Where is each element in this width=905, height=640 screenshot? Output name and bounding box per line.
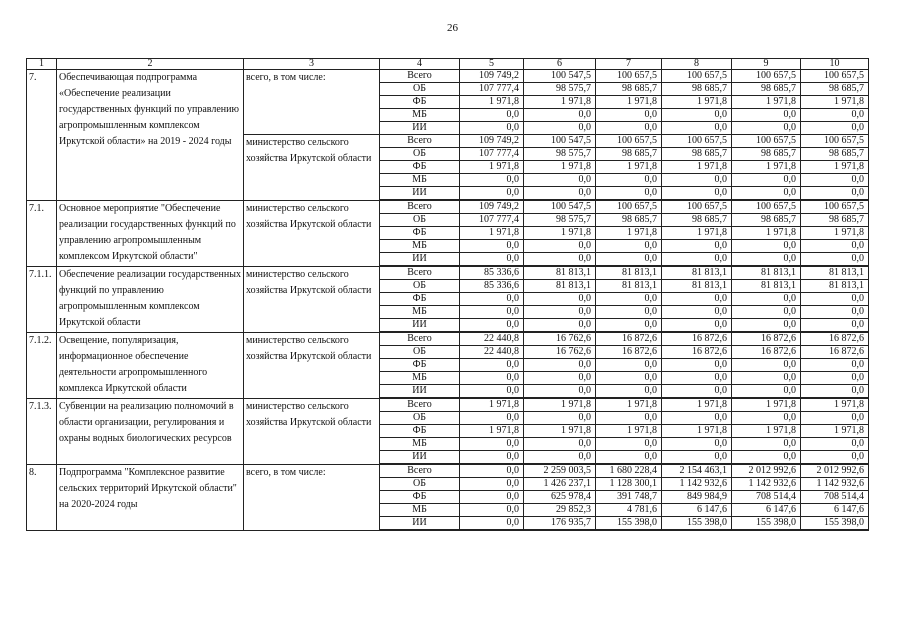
- value-cell: 0,0: [596, 372, 662, 385]
- value-cell: 1 971,8: [596, 161, 662, 174]
- funding-source-cell: ОБ: [380, 478, 460, 491]
- value-cell: 0,0: [460, 517, 524, 531]
- funding-source-cell: ОБ: [380, 280, 460, 293]
- value-cell: 1 142 932,6: [662, 478, 732, 491]
- value-cell: 625 978,4: [524, 491, 596, 504]
- item-name: Субвенции на реализацию полномочий в области организации, регулирования и охраны водных биологических ресурсов: [57, 398, 244, 464]
- funding-source-cell: МБ: [380, 240, 460, 253]
- budget-table: [26, 58, 869, 531]
- value-cell: 0,0: [524, 451, 596, 465]
- value-cell: 0,0: [732, 385, 801, 399]
- value-cell: 0,0: [596, 253, 662, 267]
- value-cell: 1 971,8: [524, 161, 596, 174]
- value-cell: 1 971,8: [801, 398, 869, 412]
- value-cell: 1 971,8: [662, 398, 732, 412]
- value-cell: 0,0: [801, 109, 869, 122]
- value-cell: 0,0: [801, 438, 869, 451]
- funding-source-cell: Всего: [380, 398, 460, 412]
- value-cell: 1 971,8: [732, 398, 801, 412]
- value-cell: 0,0: [596, 109, 662, 122]
- value-cell: 0,0: [596, 359, 662, 372]
- column-header: 4: [380, 59, 460, 70]
- value-cell: 81 813,1: [524, 280, 596, 293]
- table-row: [27, 398, 869, 412]
- header-row: [27, 59, 869, 70]
- funding-source-cell: ОБ: [380, 148, 460, 161]
- value-cell: 16 872,6: [662, 346, 732, 359]
- funding-source-cell: Всего: [380, 464, 460, 478]
- value-cell: 2 012 992,6: [732, 464, 801, 478]
- value-cell: 0,0: [460, 359, 524, 372]
- value-cell: 98 685,7: [662, 214, 732, 227]
- value-cell: 6 147,6: [732, 504, 801, 517]
- value-cell: 1 971,8: [460, 96, 524, 109]
- funding-source-cell: Всего: [380, 332, 460, 346]
- funding-source-cell: ИИ: [380, 385, 460, 399]
- item-index: 7.1.1.: [27, 266, 57, 332]
- table-row: [27, 70, 869, 83]
- value-cell: 81 813,1: [732, 266, 801, 280]
- funding-source-cell: ФБ: [380, 293, 460, 306]
- value-cell: 81 813,1: [596, 280, 662, 293]
- value-cell: 1 971,8: [596, 398, 662, 412]
- value-cell: 0,0: [732, 372, 801, 385]
- value-cell: 849 984,9: [662, 491, 732, 504]
- value-cell: 1 971,8: [801, 96, 869, 109]
- value-cell: 0,0: [662, 451, 732, 465]
- value-cell: 2 012 992,6: [801, 464, 869, 478]
- value-cell: 0,0: [801, 306, 869, 319]
- value-cell: 0,0: [801, 253, 869, 267]
- value-cell: 0,0: [460, 412, 524, 425]
- funding-source-cell: Всего: [380, 266, 460, 280]
- value-cell: 0,0: [732, 174, 801, 187]
- value-cell: 1 971,8: [460, 161, 524, 174]
- item-name: Основное мероприятие "Обеспечение реализации государственных функций по управлению агропромышленным комплексом Иркутской области": [57, 200, 244, 266]
- value-cell: 0,0: [460, 174, 524, 187]
- funding-source-cell: МБ: [380, 306, 460, 319]
- funding-source-cell: ИИ: [380, 451, 460, 465]
- value-cell: 107 777,4: [460, 214, 524, 227]
- value-cell: 0,0: [801, 174, 869, 187]
- value-cell: 0,0: [596, 293, 662, 306]
- table-row: [27, 200, 869, 214]
- value-cell: 0,0: [662, 253, 732, 267]
- table-row: [27, 332, 869, 346]
- value-cell: 1 971,8: [662, 227, 732, 240]
- value-cell: 0,0: [460, 306, 524, 319]
- table-row: [27, 464, 869, 478]
- funding-source-cell: ФБ: [380, 491, 460, 504]
- value-cell: 85 336,6: [460, 280, 524, 293]
- column-header: 1: [27, 59, 57, 70]
- value-cell: 98 685,7: [732, 83, 801, 96]
- value-cell: 0,0: [460, 240, 524, 253]
- value-cell: 100 657,5: [732, 70, 801, 83]
- value-cell: 0,0: [596, 187, 662, 201]
- funding-source-cell: ИИ: [380, 319, 460, 333]
- value-cell: 176 935,7: [524, 517, 596, 531]
- value-cell: 0,0: [596, 174, 662, 187]
- column-header: 10: [801, 59, 869, 70]
- value-cell: 81 813,1: [801, 280, 869, 293]
- value-cell: 1 142 932,6: [801, 478, 869, 491]
- value-cell: 109 749,2: [460, 200, 524, 214]
- value-cell: 16 872,6: [732, 332, 801, 346]
- value-cell: 98 685,7: [801, 148, 869, 161]
- item-index: 8.: [27, 464, 57, 530]
- value-cell: 1 971,8: [732, 425, 801, 438]
- value-cell: 155 398,0: [801, 517, 869, 531]
- column-header: 5: [460, 59, 524, 70]
- value-cell: 708 514,4: [732, 491, 801, 504]
- value-cell: 1 971,8: [662, 425, 732, 438]
- value-cell: 1 971,8: [801, 227, 869, 240]
- funding-source-cell: ФБ: [380, 227, 460, 240]
- value-cell: 98 685,7: [801, 214, 869, 227]
- value-cell: 2 259 003,5: [524, 464, 596, 478]
- value-cell: 6 147,6: [662, 504, 732, 517]
- value-cell: 0,0: [732, 451, 801, 465]
- funding-source-cell: МБ: [380, 109, 460, 122]
- funding-source-cell: Всего: [380, 70, 460, 83]
- value-cell: 81 813,1: [662, 280, 732, 293]
- value-cell: 0,0: [732, 253, 801, 267]
- value-cell: 16 762,6: [524, 346, 596, 359]
- funding-source-cell: Всего: [380, 135, 460, 148]
- value-cell: 100 547,5: [524, 135, 596, 148]
- value-cell: 81 813,1: [732, 280, 801, 293]
- value-cell: 0,0: [524, 122, 596, 135]
- value-cell: 1 971,8: [662, 161, 732, 174]
- value-cell: 0,0: [662, 187, 732, 201]
- value-cell: 1 971,8: [801, 161, 869, 174]
- value-cell: 0,0: [662, 372, 732, 385]
- value-cell: 22 440,8: [460, 332, 524, 346]
- executor-cell: министерство сельского хозяйства Иркутской области: [244, 200, 380, 266]
- value-cell: 1 971,8: [596, 425, 662, 438]
- value-cell: 1 426 237,1: [524, 478, 596, 491]
- value-cell: 1 128 300,1: [596, 478, 662, 491]
- value-cell: 1 971,8: [524, 227, 596, 240]
- value-cell: 0,0: [801, 319, 869, 333]
- value-cell: 16 872,6: [732, 346, 801, 359]
- column-header: 7: [596, 59, 662, 70]
- item-name: Подпрограмма "Комплексное развитие сельских территорий Иркутской области" на 2020-2024 годы: [57, 464, 244, 530]
- item-name: Обеспечивающая подпрограмма «Обеспечение реализации государственных функций по управлению агропромышленным комплексом Иркутской области» на 2019 - 2024 годы: [57, 70, 244, 201]
- funding-source-cell: МБ: [380, 174, 460, 187]
- value-cell: 1 971,8: [732, 227, 801, 240]
- value-cell: 98 685,7: [596, 214, 662, 227]
- funding-source-cell: ИИ: [380, 122, 460, 135]
- value-cell: 1 971,8: [524, 96, 596, 109]
- item-name: Обеспечение реализации государственных функций по управлению агропромышленным комплексом Иркутской области: [57, 266, 244, 332]
- value-cell: 81 813,1: [524, 266, 596, 280]
- value-cell: 100 657,5: [596, 135, 662, 148]
- value-cell: 0,0: [732, 306, 801, 319]
- value-cell: 98 685,7: [596, 83, 662, 96]
- value-cell: 100 657,5: [732, 200, 801, 214]
- value-cell: 0,0: [460, 491, 524, 504]
- value-cell: 0,0: [524, 240, 596, 253]
- value-cell: 98 575,7: [524, 148, 596, 161]
- value-cell: 100 547,5: [524, 70, 596, 83]
- value-cell: 1 971,8: [524, 425, 596, 438]
- funding-source-cell: ИИ: [380, 253, 460, 267]
- value-cell: 0,0: [524, 359, 596, 372]
- funding-source-cell: ОБ: [380, 214, 460, 227]
- column-header: 3: [244, 59, 380, 70]
- value-cell: 0,0: [732, 319, 801, 333]
- value-cell: 1 971,8: [662, 96, 732, 109]
- value-cell: 16 872,6: [596, 332, 662, 346]
- value-cell: 22 440,8: [460, 346, 524, 359]
- value-cell: 1 142 932,6: [732, 478, 801, 491]
- executor-cell: министерство сельского хозяйства Иркутской области: [244, 266, 380, 332]
- value-cell: 85 336,6: [460, 266, 524, 280]
- executor-cell: министерство сельского хозяйства Иркутской области: [244, 332, 380, 398]
- funding-source-cell: ОБ: [380, 346, 460, 359]
- value-cell: 1 971,8: [596, 96, 662, 109]
- value-cell: 0,0: [801, 412, 869, 425]
- executor-cell: министерство сельского хозяйства Иркутской области: [244, 398, 380, 464]
- item-index: 7.1.2.: [27, 332, 57, 398]
- value-cell: 1 971,8: [801, 425, 869, 438]
- value-cell: 81 813,1: [662, 266, 732, 280]
- value-cell: 16 872,6: [801, 346, 869, 359]
- value-cell: 0,0: [460, 464, 524, 478]
- value-cell: 0,0: [460, 319, 524, 333]
- funding-source-cell: ОБ: [380, 412, 460, 425]
- value-cell: 98 575,7: [524, 214, 596, 227]
- value-cell: 0,0: [524, 319, 596, 333]
- funding-source-cell: ИИ: [380, 517, 460, 531]
- value-cell: 109 749,2: [460, 70, 524, 83]
- value-cell: 0,0: [662, 385, 732, 399]
- value-cell: 1 971,8: [460, 425, 524, 438]
- funding-source-cell: ФБ: [380, 96, 460, 109]
- value-cell: 0,0: [662, 306, 732, 319]
- value-cell: 0,0: [732, 359, 801, 372]
- value-cell: 0,0: [460, 109, 524, 122]
- funding-source-cell: МБ: [380, 438, 460, 451]
- value-cell: 0,0: [801, 385, 869, 399]
- value-cell: 0,0: [662, 240, 732, 253]
- value-cell: 0,0: [732, 412, 801, 425]
- value-cell: 0,0: [596, 306, 662, 319]
- value-cell: 0,0: [801, 240, 869, 253]
- value-cell: 0,0: [596, 438, 662, 451]
- value-cell: 0,0: [460, 253, 524, 267]
- value-cell: 100 657,5: [801, 70, 869, 83]
- value-cell: 0,0: [732, 240, 801, 253]
- value-cell: 0,0: [662, 438, 732, 451]
- value-cell: 0,0: [524, 412, 596, 425]
- value-cell: 0,0: [662, 174, 732, 187]
- value-cell: 708 514,4: [801, 491, 869, 504]
- value-cell: 2 154 463,1: [662, 464, 732, 478]
- value-cell: 109 749,2: [460, 135, 524, 148]
- value-cell: 391 748,7: [596, 491, 662, 504]
- value-cell: 107 777,4: [460, 148, 524, 161]
- value-cell: 98 685,7: [801, 83, 869, 96]
- value-cell: 155 398,0: [662, 517, 732, 531]
- value-cell: 0,0: [732, 122, 801, 135]
- value-cell: 6 147,6: [801, 504, 869, 517]
- value-cell: 0,0: [460, 187, 524, 201]
- value-cell: 0,0: [524, 372, 596, 385]
- funding-source-cell: ОБ: [380, 83, 460, 96]
- value-cell: 0,0: [460, 372, 524, 385]
- value-cell: 0,0: [596, 385, 662, 399]
- value-cell: 0,0: [524, 293, 596, 306]
- value-cell: 100 657,5: [732, 135, 801, 148]
- column-header: 9: [732, 59, 801, 70]
- value-cell: 0,0: [801, 359, 869, 372]
- value-cell: 1 971,8: [460, 398, 524, 412]
- value-cell: 16 872,6: [662, 332, 732, 346]
- value-cell: 0,0: [596, 240, 662, 253]
- value-cell: 100 657,5: [662, 200, 732, 214]
- funding-source-cell: МБ: [380, 504, 460, 517]
- value-cell: 1 971,8: [732, 96, 801, 109]
- value-cell: 0,0: [596, 412, 662, 425]
- value-cell: 0,0: [596, 122, 662, 135]
- value-cell: 155 398,0: [732, 517, 801, 531]
- value-cell: 0,0: [662, 109, 732, 122]
- value-cell: 16 762,6: [524, 332, 596, 346]
- value-cell: 100 657,5: [801, 135, 869, 148]
- value-cell: 100 547,5: [524, 200, 596, 214]
- value-cell: 0,0: [524, 385, 596, 399]
- value-cell: 0,0: [662, 412, 732, 425]
- value-cell: 155 398,0: [596, 517, 662, 531]
- value-cell: 16 872,6: [801, 332, 869, 346]
- value-cell: 0,0: [460, 438, 524, 451]
- funding-source-cell: МБ: [380, 372, 460, 385]
- value-cell: 29 852,3: [524, 504, 596, 517]
- value-cell: 100 657,5: [662, 70, 732, 83]
- value-cell: 0,0: [524, 438, 596, 451]
- page-number: 26: [447, 22, 458, 34]
- value-cell: 0,0: [801, 451, 869, 465]
- value-cell: 0,0: [460, 504, 524, 517]
- value-cell: 81 813,1: [801, 266, 869, 280]
- value-cell: 0,0: [524, 174, 596, 187]
- value-cell: 100 657,5: [662, 135, 732, 148]
- value-cell: 0,0: [460, 451, 524, 465]
- value-cell: 0,0: [596, 451, 662, 465]
- item-index: 7.1.: [27, 200, 57, 266]
- value-cell: 0,0: [732, 438, 801, 451]
- value-cell: 98 575,7: [524, 83, 596, 96]
- funding-source-cell: ИИ: [380, 187, 460, 201]
- funding-source-cell: ФБ: [380, 425, 460, 438]
- value-cell: 0,0: [732, 109, 801, 122]
- table-row: [27, 266, 869, 280]
- value-cell: 0,0: [662, 319, 732, 333]
- value-cell: 0,0: [524, 306, 596, 319]
- value-cell: 98 685,7: [662, 83, 732, 96]
- value-cell: 4 781,6: [596, 504, 662, 517]
- value-cell: 0,0: [460, 293, 524, 306]
- value-cell: 100 657,5: [596, 70, 662, 83]
- column-header: 8: [662, 59, 732, 70]
- funding-source-cell: ФБ: [380, 161, 460, 174]
- value-cell: 1 680 228,4: [596, 464, 662, 478]
- value-cell: 81 813,1: [596, 266, 662, 280]
- item-name: Освещение, популяризация, информационное обеспечение деятельности агропромышленного комплекса Иркутской области: [57, 332, 244, 398]
- value-cell: 0,0: [662, 293, 732, 306]
- value-cell: 98 685,7: [732, 214, 801, 227]
- value-cell: 98 685,7: [596, 148, 662, 161]
- executor-cell: всего, в том числе:: [244, 70, 380, 135]
- value-cell: 0,0: [524, 187, 596, 201]
- value-cell: 98 685,7: [662, 148, 732, 161]
- value-cell: 0,0: [732, 187, 801, 201]
- value-cell: 16 872,6: [596, 346, 662, 359]
- executor-cell: всего, в том числе:: [244, 464, 380, 530]
- value-cell: 0,0: [524, 253, 596, 267]
- value-cell: 0,0: [460, 478, 524, 491]
- column-header: 2: [57, 59, 244, 70]
- executor-cell: министерство сельского хозяйства Иркутской области: [244, 135, 380, 201]
- value-cell: 0,0: [596, 319, 662, 333]
- value-cell: 0,0: [801, 187, 869, 201]
- value-cell: 0,0: [662, 359, 732, 372]
- item-index: 7.: [27, 70, 57, 201]
- value-cell: 0,0: [524, 109, 596, 122]
- value-cell: 1 971,8: [460, 227, 524, 240]
- value-cell: 100 657,5: [596, 200, 662, 214]
- item-index: 7.1.3.: [27, 398, 57, 464]
- value-cell: 107 777,4: [460, 83, 524, 96]
- value-cell: 0,0: [460, 385, 524, 399]
- column-header: 6: [524, 59, 596, 70]
- value-cell: 1 971,8: [524, 398, 596, 412]
- value-cell: 1 971,8: [596, 227, 662, 240]
- value-cell: 0,0: [801, 372, 869, 385]
- value-cell: 0,0: [801, 122, 869, 135]
- value-cell: 0,0: [460, 122, 524, 135]
- funding-source-cell: ФБ: [380, 359, 460, 372]
- funding-source-cell: Всего: [380, 200, 460, 214]
- value-cell: 98 685,7: [732, 148, 801, 161]
- value-cell: 100 657,5: [801, 200, 869, 214]
- value-cell: 0,0: [801, 293, 869, 306]
- value-cell: 1 971,8: [732, 161, 801, 174]
- value-cell: 0,0: [662, 122, 732, 135]
- value-cell: 0,0: [732, 293, 801, 306]
